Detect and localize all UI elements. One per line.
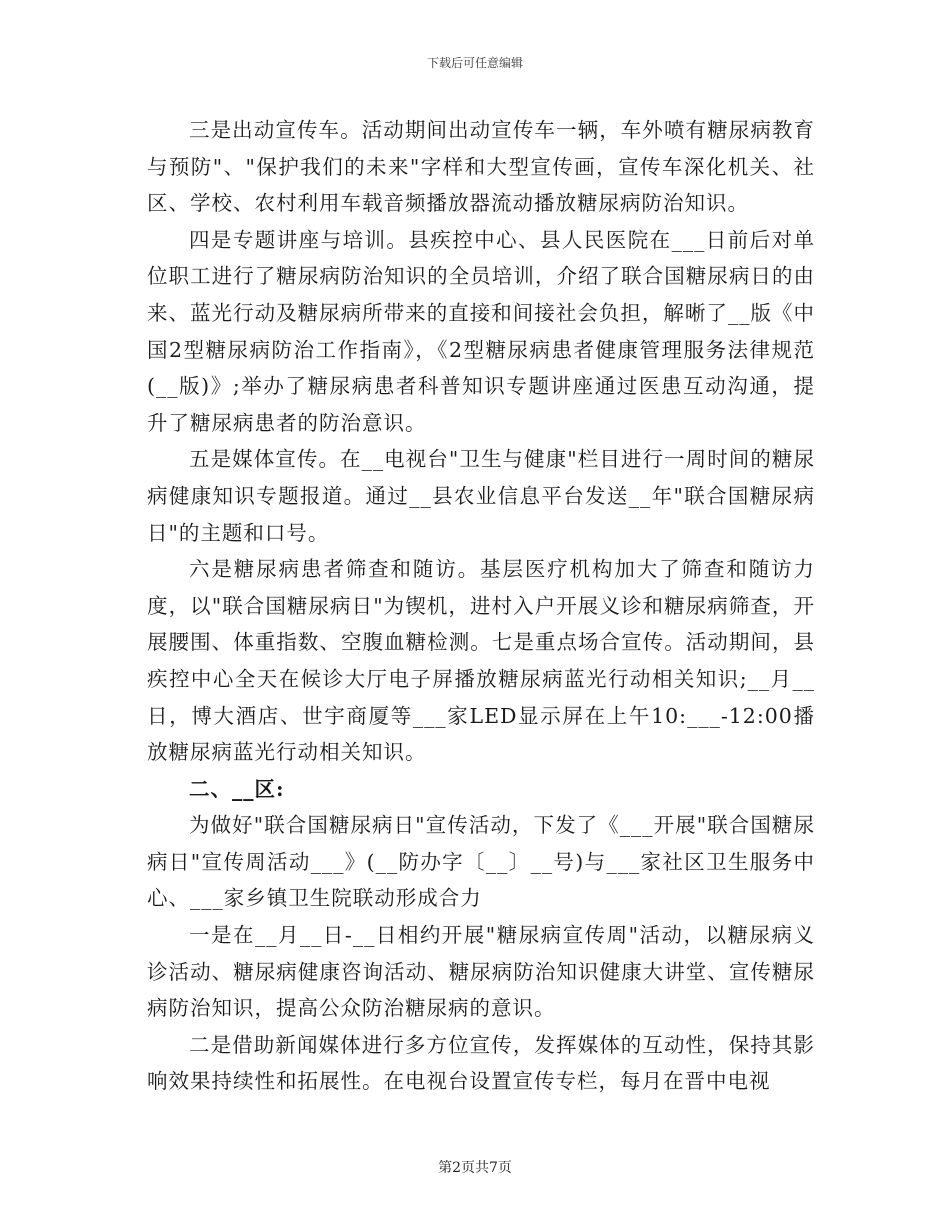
document-body — [147, 112, 815, 1100]
paragraph-lectures-training: 四是专题讲座与培训。县疾控中心、县人民医院在___日前后对单位职工进行了糖尿病防治知识的全员培训，介绍了联合国糖尿病日的由来、蓝光行动及糖尿病所带来的直接和间接社会负担，解晰了__版《中国2型糖尿病防治工作指南》，《2型糖尿病患者健康管理服务法律规范(__版)》;举办了糖尿病患者科普知识专题讲座通过医患互动沟通，提升了糖尿病患者的防治意识。 — [147, 227, 815, 435]
page-number-footer: 第2页共7页 — [438, 1160, 512, 1176]
paragraph-news-media: 二是借助新闻媒体进行多方位宣传，发挥媒体的互动性，保持其影响效果持续性和拓展性。在电视台设置宣传专栏，每月在晋中电视 — [147, 1032, 815, 1094]
paragraph-propaganda-vehicle: 三是出动宣传车。活动期间出动宣传车一辆，车外喷有糖尿病教育与预防"、"保护我们的未来"字样和大型宣传画，宣传车深化机关、社区、学校、农村利用车载音频播放器流动播放糖尿病防治知识。 — [147, 118, 815, 216]
page-header: 下载后可任意编辑 — [426, 56, 523, 70]
paragraph-media-promotion: 五是媒体宣传。在__电视台"卫生与健康"栏目进行一周时间的糖尿病健康知识专题报道。通过__县农业信息平台发送__年"联合国糖尿病日"的主题和口号。 — [147, 447, 815, 545]
paragraph-screening-followup: 六是糖尿病患者筛查和随访。基层医疗机构加大了筛查和随访力度，以"联合国糖尿病日"为锲机，进村入户开展义诊和糖尿病筛查，开展腰围、体重指数、空腹血糖检测。七是重点场合宣传。活动期间，县疾控中心全天在候诊大厅电子屏播放糖尿病蓝光行动相关知识;__月__日，博大酒店、世宇商厦等___家LED显示屏在上午10:___-12:00播放糖尿病蓝光行动相关知识。 — [147, 557, 815, 765]
paragraph-district-intro: 为做好"联合国糖尿病日"宣传活动，下发了《___开展"联合国糖尿病日"宣传周活动___》(__防办字〔__〕__号)与___家社区卫生服务中心、___家乡镇卫生院联动形成合力 — [147, 813, 815, 911]
paragraph-diabetes-week: 一是在__月__日-__日相约开展"糖尿病宣传周"活动，以糖尿病义诊活动、糖尿病健康咨询活动、糖尿病防治知识健康大讲堂、宣传糖尿病防治知识，提高公众防治糖尿病的意识。 — [147, 923, 815, 1021]
section-heading-district: 二、__区: — [189, 776, 285, 801]
